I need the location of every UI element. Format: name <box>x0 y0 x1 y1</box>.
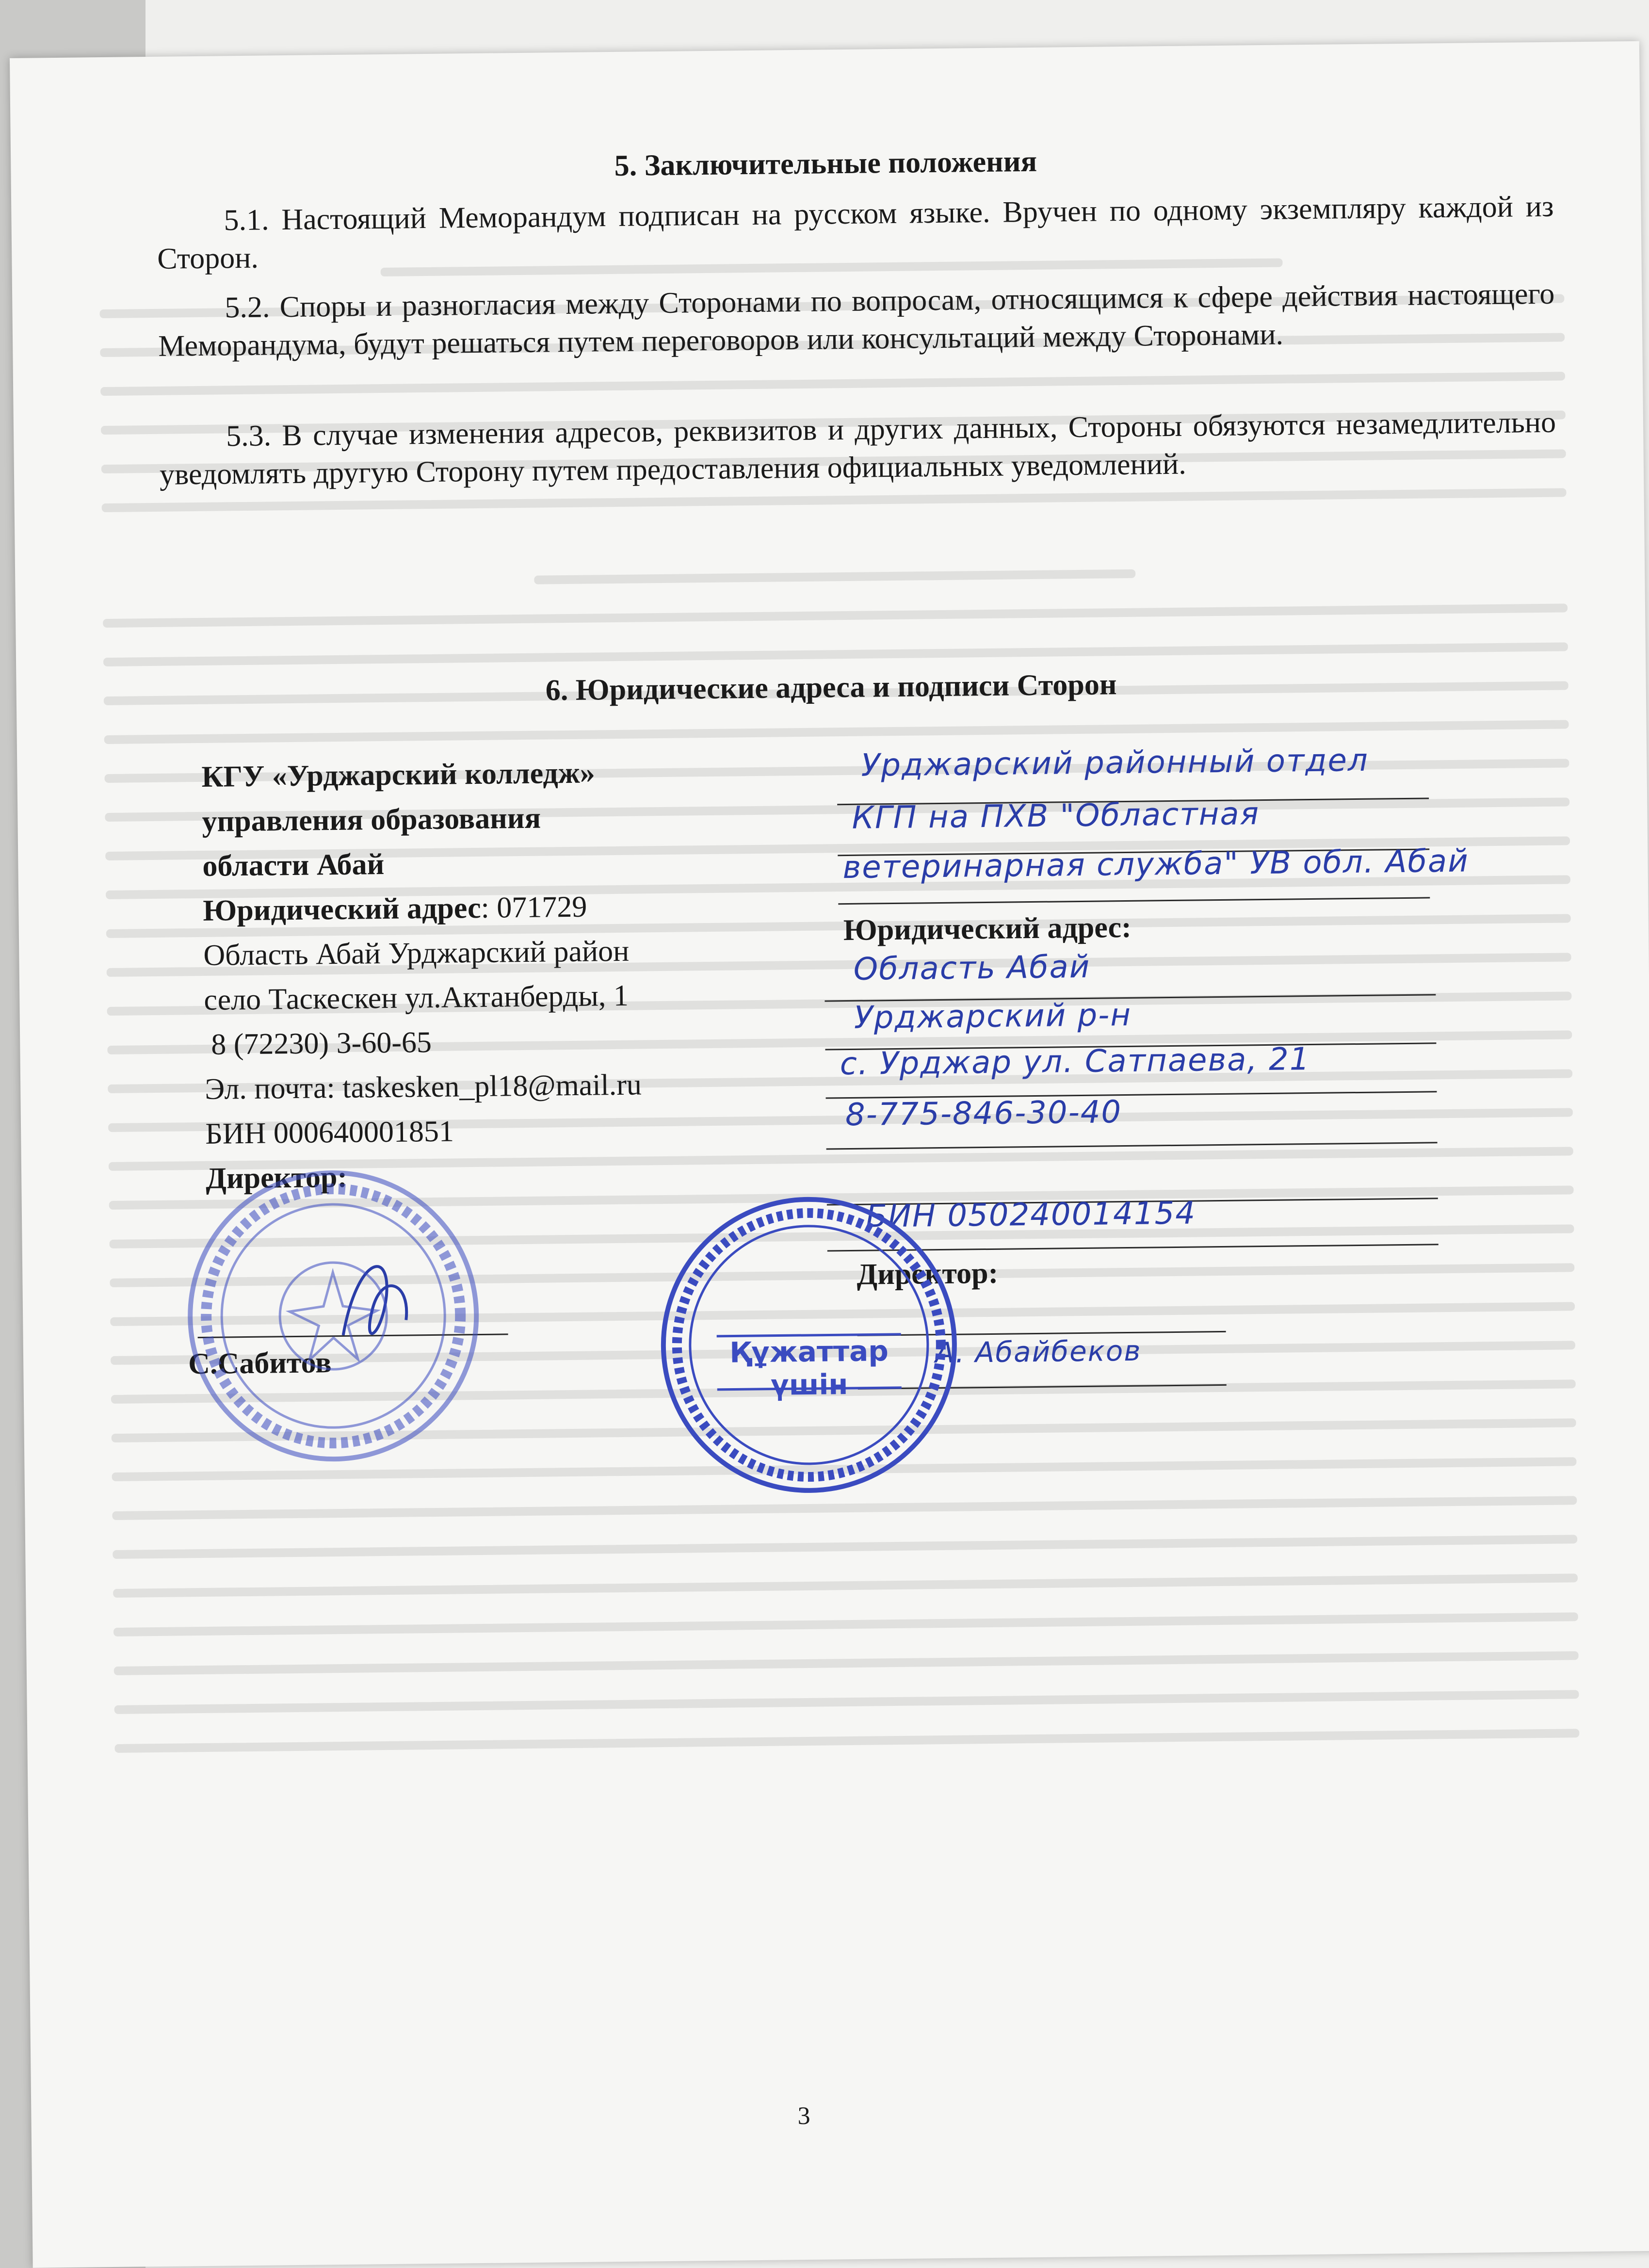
party2-director-name-hw: А. Абайбеков <box>935 1334 1142 1370</box>
document-page <box>10 41 1649 2268</box>
party1-block <box>201 747 885 1201</box>
party2-phone-hw: 8-775-846-30-40 <box>845 1094 1122 1134</box>
stamp-center-line1: Құжаттар <box>729 1334 889 1369</box>
paragraph-5-2: 5.2. Споры и разногласия между Сторонами по вопросам, относящимся к сфере действия настоящего Меморандума, будут решаться путем переговоров или консультаций между Сторонами. <box>158 277 1555 363</box>
party1-director-name: С.Сабитов <box>188 1346 332 1381</box>
party2-addr-hw1: Область Абай <box>853 949 1091 988</box>
party1-director-label: Директор: <box>205 1160 348 1195</box>
party1-name-line2: управления образования <box>202 801 541 838</box>
section5-heading: 5. Заключительные положения <box>614 145 1037 182</box>
party1-address-heading <box>203 881 882 933</box>
party2-address-rule4 <box>826 1142 1438 1150</box>
party1-bin: БИН 000640001851 <box>205 1115 454 1150</box>
party1-round-stamp <box>181 1164 485 1468</box>
party1-address-line2: село Таскескен ул.Актанберды, 1 <box>204 979 629 1017</box>
party1-email: Эл. почта: taskesken_pl18@mail.ru <box>204 1068 642 1106</box>
party2-round-stamp <box>657 1193 961 1497</box>
party1-address-label: Юридический адрес <box>203 891 481 927</box>
party2-name-hw3: ветеринарная служба" УВ обл. Абай <box>842 843 1470 886</box>
party2-name-hw2: КГП на ПХВ "Областная <box>852 796 1260 836</box>
paragraph-5-3: 5.3. В случае изменения адресов, реквизитов и других данных, Стороны обязуются незамедлительно уведомлять другую Сторону путем предоставления официальных уведомлений. <box>159 405 1556 491</box>
party2-bin-hw: БИН 050240014154 <box>865 1195 1196 1235</box>
party2-address-label: Юридический адрес: <box>843 910 1132 947</box>
party1-phone: 8 (72230) 3-60-65 <box>210 1026 432 1061</box>
stamp-center-line2: үшін <box>770 1368 848 1402</box>
party2-addr-hw3: с. Урджар ул. Сатпаева, 21 <box>840 1041 1310 1083</box>
page-number: 3 <box>797 2102 810 2130</box>
party2-name-hw1: Урджарский районный отдел <box>860 742 1369 784</box>
party1-name-line3: области Абай <box>202 848 385 883</box>
party1-address-line1: Область Абай Урджарский район <box>203 934 630 972</box>
party2-director-label: Директор: <box>857 1256 999 1291</box>
party2-addr-hw2: Урджарский р-н <box>854 997 1132 1036</box>
party1-address-zip: : 071729 <box>481 890 587 924</box>
party1-name-line1: КГУ «Урджарский колледж» <box>201 756 596 794</box>
party2-name-line3-rule <box>838 897 1430 905</box>
section6-heading: 6. Юридические адреса и подписи Сторон <box>545 668 1117 707</box>
paragraph-5-1: 5.1. Настоящий Меморандум подписан на русском языке. Вручен по одному экземпляру каждой из Сторон. <box>157 190 1554 275</box>
